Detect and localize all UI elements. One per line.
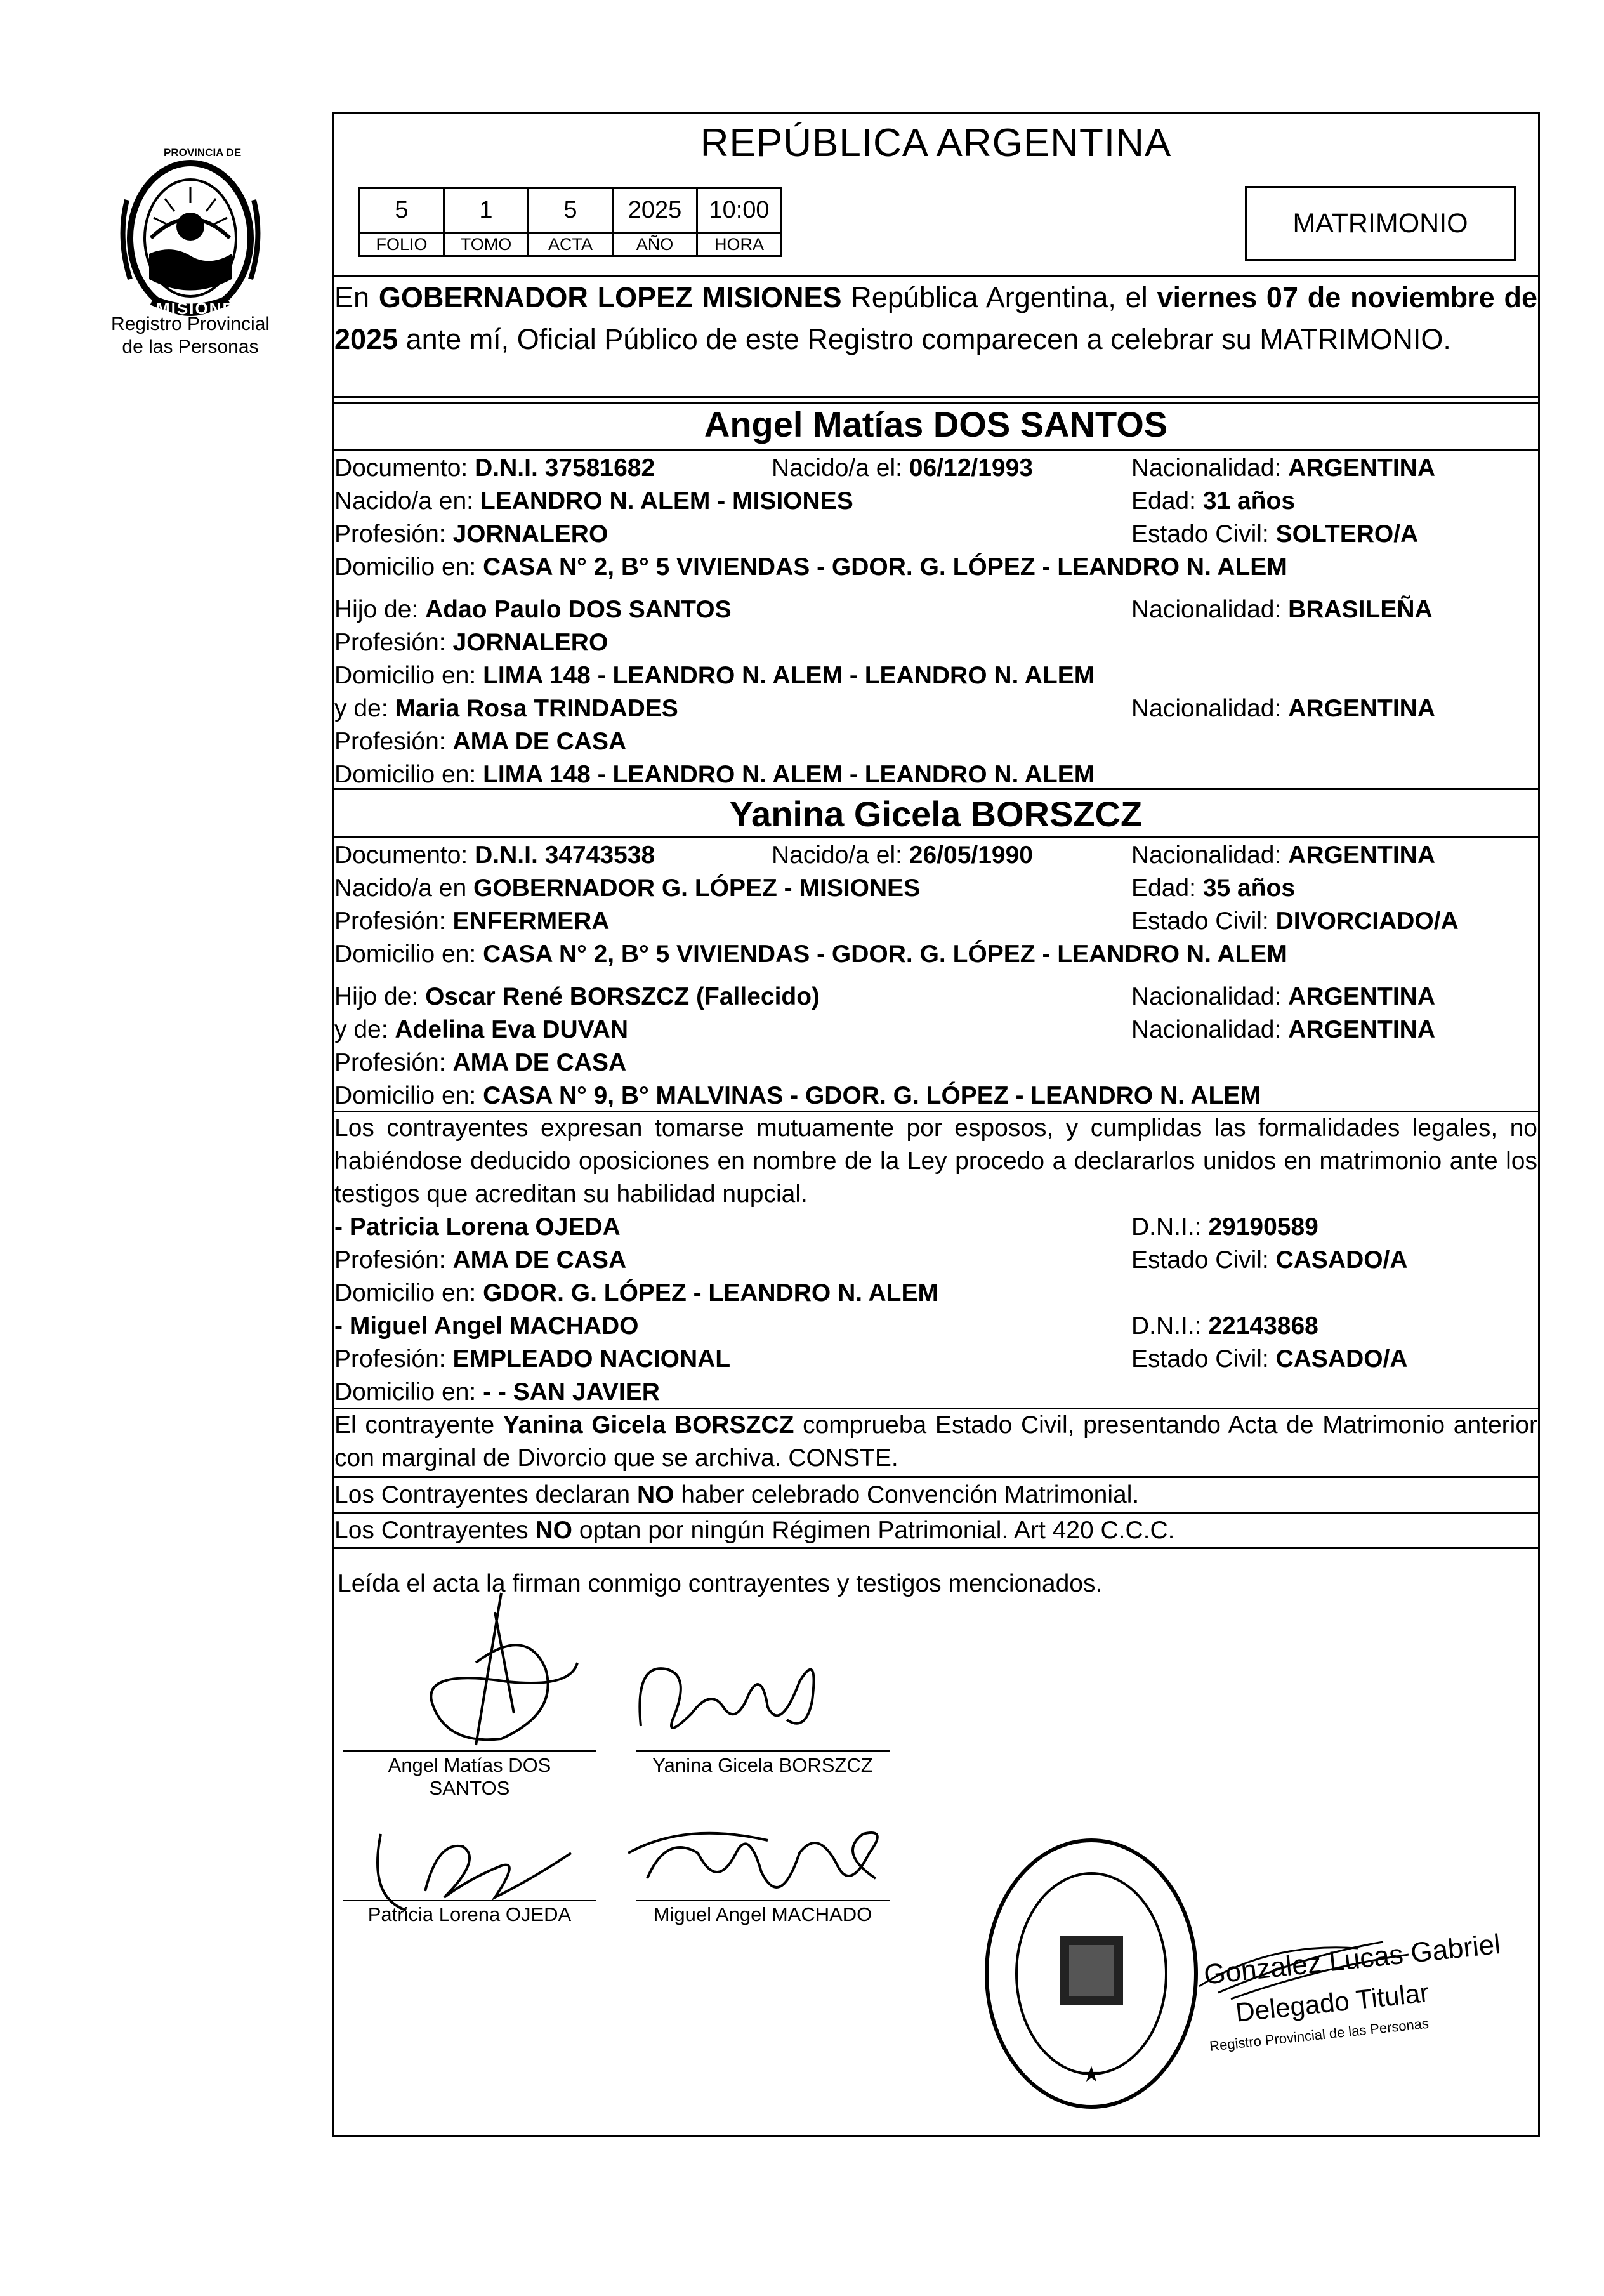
anio-value: 2025 [613,188,697,233]
witness1-signature-label: Patricia Lorena OJEDA [367,1903,572,1925]
divider [332,449,1540,451]
signature-intro: Leída el acta la firman conmigo contrayentes y testigos mencionados. [338,1570,1103,1597]
witness2-signature-icon [609,1815,901,1917]
witness2-signature-label: Miguel Angel MACHADO [653,1903,872,1925]
groom-civil-status: Estado Civil: SOLTERO/A [1131,520,1419,548]
folio-label: FOLIO [360,233,444,256]
bride-name: Yanina Gicela BORSZCZ [729,794,1143,834]
bride-age: Edad: 35 años [1131,874,1296,902]
groom-age: Edad: 31 años [1131,487,1296,515]
acta-value: 5 [529,188,613,233]
groom-document: Documento: D.N.I. 37581682 [334,454,655,482]
anio-label: AÑO [613,233,697,256]
bride-mother-nationality: Nacionalidad: ARGENTINA [1131,1016,1436,1043]
bride-address: Domicilio en: CASA N° 2, B° 5 VIVIENDAS - GDOR. G. LÓPEZ - LEANDRO N. ALEM [334,940,1287,968]
registry-stamp-icon [980,1834,1202,2113]
official-name: Gonzalez Lucas Gabriel [1202,1928,1502,1991]
witness2-name: - Miguel Angel MACHADO [334,1312,639,1340]
tomo-label: TOMO [444,233,529,256]
groom-nationality: Nacionalidad: ARGENTINA [1131,454,1436,482]
hora-value: 10:00 [697,188,782,233]
bride-signature-icon [628,1637,838,1752]
witness1-signature-line [343,1900,596,1901]
groom-father-nationality: Nacionalidad: BRASILEÑA [1131,596,1433,623]
divider [332,396,1540,398]
groom-birth-place: Nacido/a en: LEANDRO N. ALEM - MISIONES [334,487,853,515]
bride-father-nationality: Nacionalidad: ARGENTINA [1131,983,1436,1010]
civil-status-note: El contrayente Yanina Gicela BORSZCZ comprueba Estado Civil, presentando Acta de Matrimonio anterior con marginal de Divorcio que se archiva. CONSTE. [334,1411,1537,1472]
bride-father: Hijo de: Oscar René BORSZCZ (Fallecido) [334,983,820,1010]
bride-mother-address: Domicilio en: CASA N° 9, B° MALVINAS - GDOR. G. LÓPEZ - LEANDRO N. ALEM [334,1082,1261,1109]
groom-mother-address: Domicilio en: LIMA 148 - LEANDRO N. ALEM - LEANDRO N. ALEM [334,761,1095,788]
witness2-address: Domicilio en: - - SAN JAVIER [334,1378,660,1406]
witness1-profession: Profesión: AMA DE CASA [334,1246,627,1274]
groom-father-profession: Profesión: JORNALERO [334,629,608,656]
divider [332,1547,1540,1549]
bride-profession: Profesión: ENFERMERA [334,907,610,935]
intro-t2: República Argentina, el [841,281,1157,313]
groom-signature-icon [381,1587,596,1752]
logo-caption-2: de las Personas [122,336,259,357]
divider [332,788,1540,790]
witness2-dni: D.N.I.: 22143868 [1131,1312,1318,1340]
tomo-value: 1 [444,188,529,233]
intro-paragraph [334,277,1537,360]
registry-table [358,187,782,257]
bride-signature-line [636,1750,890,1752]
logo-caption-1: Registro Provincial [110,313,270,334]
groom-signature-line [343,1750,596,1752]
regime-note: Los Contrayentes NO optan por ningún Régimen Patrimonial. Art 420 C.C.C. [334,1517,1175,1544]
groom-signature-label-1: Angel Matías DOS [388,1754,551,1776]
bride-signature-label: Yanina Gicela BORSZCZ [652,1754,873,1776]
bride-birth-date: Nacido/a el: 26/05/1990 [772,841,1033,869]
witness1-civil-status: Estado Civil: CASADO/A [1131,1246,1408,1274]
bride-mother: y de: Adelina Eva DUVAN [334,1016,629,1043]
groom-mother: y de: Maria Rosa TRINDADES [334,695,678,722]
province-logo [114,143,266,327]
act-type-box [1245,186,1516,261]
groom-address: Domicilio en: CASA N° 2, B° 5 VIVIENDAS - GDOR. G. LÓPEZ - LEANDRO N. ALEM [334,553,1287,581]
groom-father: Hijo de: Adao Paulo DOS SANTOS [334,596,732,623]
acta-label: ACTA [529,233,613,256]
page-title: REPÚBLICA ARGENTINA [700,121,1172,165]
bride-mother-profession: Profesión: AMA DE CASA [334,1049,627,1076]
intro-t3: ante mí, Oficial Público de este Registro comparecen a celebrar su MATRIMONIO. [398,323,1451,355]
logo-arc-text: PROVINCIA DE [164,147,242,159]
witness2-signature-line [636,1900,890,1901]
witness2-profession: Profesión: EMPLEADO NACIONAL [334,1345,731,1373]
groom-signature-label-2: SANTOS [429,1777,510,1799]
act-type: MATRIMONIO [1292,208,1468,239]
folio-value: 5 [360,188,444,233]
official-title: Delegado Titular [1234,1977,1431,2028]
bride-nationality: Nacionalidad: ARGENTINA [1131,841,1436,869]
groom-name: Angel Matías DOS SANTOS [704,404,1168,444]
bride-document: Documento: D.N.I. 34743538 [334,841,655,869]
groom-father-address: Domicilio en: LIMA 148 - LEANDRO N. ALEM - LEANDRO N. ALEM [334,662,1095,689]
groom-birth-date: Nacido/a el: 06/12/1993 [772,454,1033,482]
intro-place: GOBERNADOR LOPEZ MISIONES [378,281,842,313]
logo-motto: MISIONES [156,299,247,318]
divider [332,1512,1540,1514]
bride-civil-status: Estado Civil: DIVORCIADO/A [1131,907,1459,935]
intro-date: viernes 07 de noviembre de 2025 [334,281,1537,355]
bride-birth-place: Nacido/a en GOBERNADOR G. LÓPEZ - MISIONES [334,874,921,902]
declaration-paragraph: Los contrayentes expresan tomarse mutuamente por esposos, y cumplidas las formalidades legales, no habiéndose deducido oposiciones en nombre de la Ley procedo a declararlos unidos en matrimonio ante los testigos que acreditan su habilidad nupcial. [334,1114,1537,1208]
groom-mother-nationality: Nacionalidad: ARGENTINA [1131,695,1436,722]
witness1-dni: D.N.I.: 29190589 [1131,1213,1318,1241]
groom-mother-profession: Profesión: AMA DE CASA [334,728,627,755]
witness1-address: Domicilio en: GDOR. G. LÓPEZ - LEANDRO N. ALEM [334,1279,938,1307]
convention-note: Los Contrayentes declaran NO haber celebrado Convención Matrimonial. [334,1481,1140,1508]
witness2-civil-status: Estado Civil: CASADO/A [1131,1345,1408,1373]
divider [332,836,1540,838]
groom-profession: Profesión: JORNALERO [334,520,608,548]
hora-label: HORA [697,233,782,256]
svg-text:★: ★ [1081,2062,1101,2087]
official-organization: Registro Provincial de las Personas [1209,2015,1430,2054]
divider [332,1476,1540,1478]
intro-t1: En [334,281,379,313]
witness1-name: - Patricia Lorena OJEDA [334,1213,621,1241]
